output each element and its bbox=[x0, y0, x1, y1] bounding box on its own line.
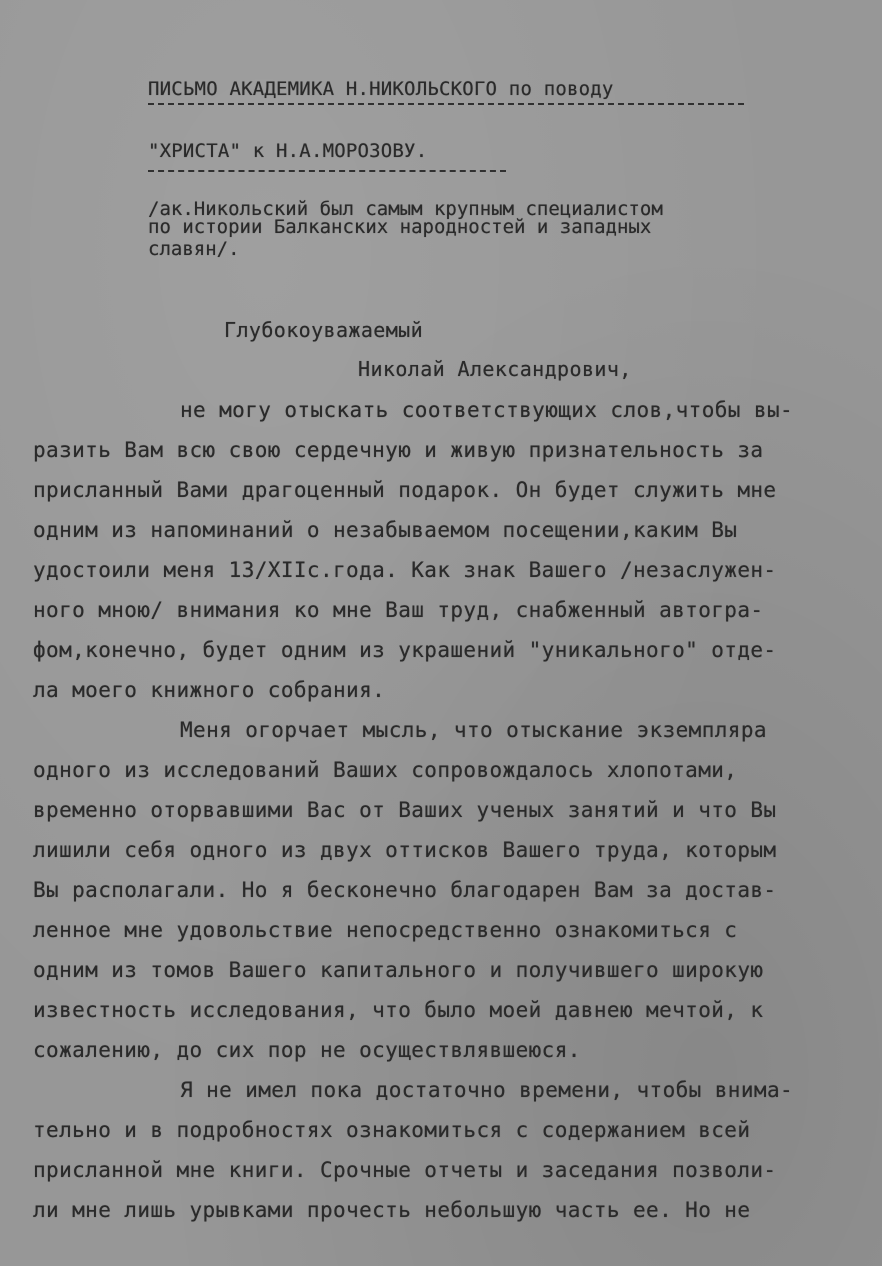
body-line: тельно и в подробностях ознакомиться с содержанием всей bbox=[33, 1118, 751, 1142]
note-line-1: /ак.Никольский был самым крупным специалистом bbox=[148, 198, 663, 220]
body-line: разить Вам всю свою сердечную и живую признательность за bbox=[33, 438, 764, 462]
body-line: Я не имел пока достаточно времени, чтобы внима- bbox=[180, 1078, 794, 1102]
heading-line-2: "ХРИСТА" к Н.А.МОРОЗОВУ. bbox=[148, 140, 428, 162]
body-line: удостоили меня 13/XIIс.года. Как знак Вашего /незаслужен- bbox=[33, 558, 777, 582]
body-line: ного мною/ внимания ко мне Ваш труд, снабженный автогра- bbox=[33, 598, 764, 622]
body-line: одним из напоминаний о незабываемом посещении,каким Вы bbox=[33, 518, 738, 542]
body-line: одним из томов Вашего капитального и получившего широкую bbox=[33, 958, 764, 982]
heading-underline-2 bbox=[148, 170, 506, 172]
body-line: ла моего книжного собрания. bbox=[33, 678, 386, 702]
heading-underline-1 bbox=[148, 103, 744, 105]
body-line: фом,конечно, будет одним из украшений "уникального" отде- bbox=[33, 638, 777, 662]
body-line: одного из исследований Ваших сопровождалось хлопотами, bbox=[33, 758, 738, 782]
body-line: известность исследования, что было моей давнею мечтой, к bbox=[33, 998, 764, 1022]
heading-line-1: ПИСЬМО АКАДЕМИКА Н.НИКОЛЬСКОГО по поводу bbox=[148, 78, 614, 100]
body-line: сожалению, до сих пор не осуществлявшеюся. bbox=[33, 1038, 581, 1062]
body-line: присланной мне книги. Срочные отчеты и заседания позволи- bbox=[33, 1158, 777, 1182]
note-line-3: славян/. bbox=[148, 238, 240, 260]
body-line: лишили себя одного из двух оттисков Вашего труда, которым bbox=[33, 838, 777, 862]
salutation-line-1: Глубокоуважаемый bbox=[224, 318, 424, 342]
body-line: Меня огорчает мысль, что отыскание экземпляра bbox=[180, 718, 767, 742]
body-line: не могу отыскать соответствующих слов,чтобы вы- bbox=[180, 398, 794, 422]
note-line-2: по истории Балканских народностей и западных bbox=[148, 216, 652, 238]
body-line: ленное мне удовольствие непосредственно ознакомиться с bbox=[33, 918, 738, 942]
body-line: ли мне лишь урывками прочесть небольшую часть ее. Но не bbox=[33, 1198, 751, 1222]
body-line: присланный Вами драгоценный подарок. Он будет служить мне bbox=[33, 478, 777, 502]
salutation-line-2: Николай Александрович, bbox=[358, 357, 632, 381]
body-line: Вы располагали. Но я бесконечно благодарен Вам за достав- bbox=[33, 878, 777, 902]
body-line: временно оторвавшими Вас от Ваших ученых занятий и что Вы bbox=[33, 798, 777, 822]
